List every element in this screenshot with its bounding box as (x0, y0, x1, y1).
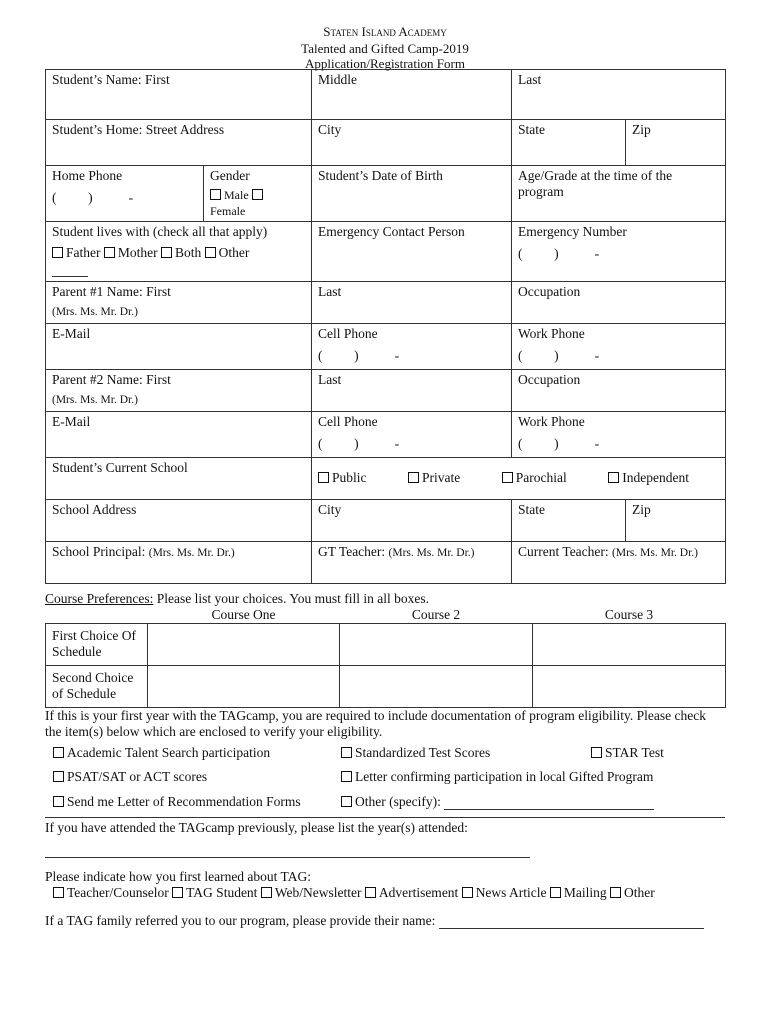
student-state-cell[interactable]: State (512, 120, 626, 166)
school-name: Staten Island Academy (323, 24, 447, 39)
school-principal-cell[interactable]: School Principal: (Mrs. Ms. Mr. Dr.) (46, 542, 312, 584)
star-test-checkbox[interactable] (591, 747, 602, 758)
form-title: Application/Registration Form (305, 56, 465, 71)
both-checkbox[interactable] (161, 247, 172, 258)
news-article-checkbox[interactable] (462, 887, 473, 898)
form-subtitle: Talented and Gifted Camp-2019 (301, 41, 469, 56)
current-teacher-cell[interactable]: Current Teacher: (Mrs. Ms. Mr. Dr.) (512, 542, 726, 584)
private-checkbox[interactable] (408, 472, 419, 483)
tag-student-checkbox[interactable] (172, 887, 183, 898)
current-school-cell[interactable]: Student’s Current School (46, 458, 312, 500)
other-checkbox[interactable] (205, 247, 216, 258)
other-specify-line[interactable] (444, 809, 654, 810)
school-zip-cell[interactable]: Zip (626, 500, 726, 542)
student-middle-name-cell[interactable]: Middle (312, 70, 512, 120)
date-of-birth-cell[interactable]: Student’s Date of Birth (312, 166, 512, 222)
learned-text: Please indicate how you first learned about TAG: (45, 869, 311, 884)
parent1-last-name-cell[interactable]: Last (312, 282, 512, 324)
gt-teacher-cell[interactable]: GT Teacher: (Mrs. Ms. Mr. Dr.) (312, 542, 512, 584)
public-checkbox[interactable] (318, 472, 329, 483)
course-preferences-line: Course Preferences: Please list your choices. You must fill in all boxes. (45, 591, 429, 606)
referral-name-line[interactable] (439, 928, 704, 929)
student-address-cell[interactable]: Student’s Home: Street Address (46, 120, 312, 166)
home-phone-format: ( ) - (52, 190, 135, 205)
home-phone-cell[interactable]: Home Phone ( ) - (46, 166, 204, 222)
course-table (45, 607, 726, 708)
send-letter-checkbox[interactable] (53, 796, 64, 807)
mother-checkbox[interactable] (104, 247, 115, 258)
school-state-cell[interactable]: State (512, 500, 626, 542)
independent-checkbox[interactable] (608, 472, 619, 483)
letter-gifted-checkbox[interactable] (341, 771, 352, 782)
male-checkbox[interactable] (210, 189, 221, 200)
second-choice-course-two[interactable] (340, 666, 533, 708)
course-three-header: Course 3 (604, 607, 654, 622)
eligibility-intro: If this is your first year with the TAGcamp, you are required to include documentation of program eligibility. Please check the item(s) below which are enclosed to verify your eligibility. (45, 708, 706, 739)
first-choice-course-one[interactable] (148, 624, 340, 666)
academic-talent-checkbox[interactable] (53, 747, 64, 758)
parent2-cell-phone-cell[interactable]: Cell Phone ( ) - (312, 412, 512, 458)
school-address-cell[interactable]: School Address (46, 500, 312, 542)
student-city-cell[interactable]: City (312, 120, 512, 166)
parent1-occupation-cell[interactable]: Occupation (512, 282, 726, 324)
course-one-header: Course One (211, 607, 276, 622)
mailing-checkbox[interactable] (550, 887, 561, 898)
father-checkbox[interactable] (52, 247, 63, 258)
lives-with-cell: Student lives with (check all that apply) Father Mother Both Other (46, 222, 312, 282)
parent1-cell-phone-cell[interactable]: Cell Phone ( ) - (312, 324, 512, 370)
age-grade-cell[interactable]: Age/Grade at the time of the program (512, 166, 726, 222)
psat-sat-checkbox[interactable] (53, 771, 64, 782)
student-last-name-cell[interactable]: Last (512, 70, 726, 120)
school-city-cell[interactable]: City (312, 500, 512, 542)
previous-years-text: If you have attended the TAGcamp previously, please list the year(s) attended: (45, 820, 468, 835)
second-choice-course-one[interactable] (148, 666, 340, 708)
gender-cell: Gender Male Female (204, 166, 312, 222)
other-eligibility-checkbox[interactable] (341, 796, 352, 807)
course-two-header: Course 2 (411, 607, 461, 622)
first-choice-label: First Choice Of Schedule (46, 624, 148, 666)
emergency-phone-format: ( ) - (518, 246, 601, 261)
second-choice-course-three[interactable] (533, 666, 726, 708)
web-newsletter-checkbox[interactable] (261, 887, 272, 898)
standardized-test-checkbox[interactable] (341, 747, 352, 758)
parent2-work-phone-cell[interactable]: Work Phone ( ) - (512, 412, 726, 458)
parent2-email-cell[interactable]: E-Mail (46, 412, 312, 458)
section-divider (45, 817, 725, 818)
student-first-name-cell[interactable]: Student’s Name: First (46, 70, 312, 120)
parent1-work-phone-cell[interactable]: Work Phone ( ) - (512, 324, 726, 370)
parent2-first-name-cell[interactable]: Parent #2 Name: First (Mrs. Ms. Mr. Dr.) (46, 370, 312, 412)
emergency-contact-cell[interactable]: Emergency Contact Person (312, 222, 512, 282)
other-learned-checkbox[interactable] (610, 887, 621, 898)
second-choice-label: Second Choice of Schedule (46, 666, 148, 708)
parent2-occupation-cell[interactable]: Occupation (512, 370, 726, 412)
other-line[interactable] (52, 276, 88, 277)
advertisement-checkbox[interactable] (365, 887, 376, 898)
learned-options: Teacher/Counselor TAG Student Web/Newsletter Advertisement News Article Mailing Other (53, 885, 655, 901)
referral-line: If a TAG family referred you to our program, please provide their name: (45, 913, 704, 929)
parochial-checkbox[interactable] (502, 472, 513, 483)
teacher-counselor-checkbox[interactable] (53, 887, 64, 898)
first-choice-course-two[interactable] (340, 624, 533, 666)
student-zip-cell[interactable]: Zip (626, 120, 726, 166)
emergency-number-cell[interactable]: Emergency Number ( ) - (512, 222, 726, 282)
previous-years-line[interactable] (45, 857, 530, 858)
parent2-last-name-cell[interactable]: Last (312, 370, 512, 412)
female-checkbox[interactable] (252, 189, 263, 200)
registration-table (45, 69, 726, 584)
first-choice-course-three[interactable] (533, 624, 726, 666)
school-type-cell: Public Private Parochial Independent (312, 458, 726, 500)
parent1-first-name-cell[interactable]: Parent #1 Name: First (Mrs. Ms. Mr. Dr.) (46, 282, 312, 324)
parent1-email-cell[interactable]: E-Mail (46, 324, 312, 370)
